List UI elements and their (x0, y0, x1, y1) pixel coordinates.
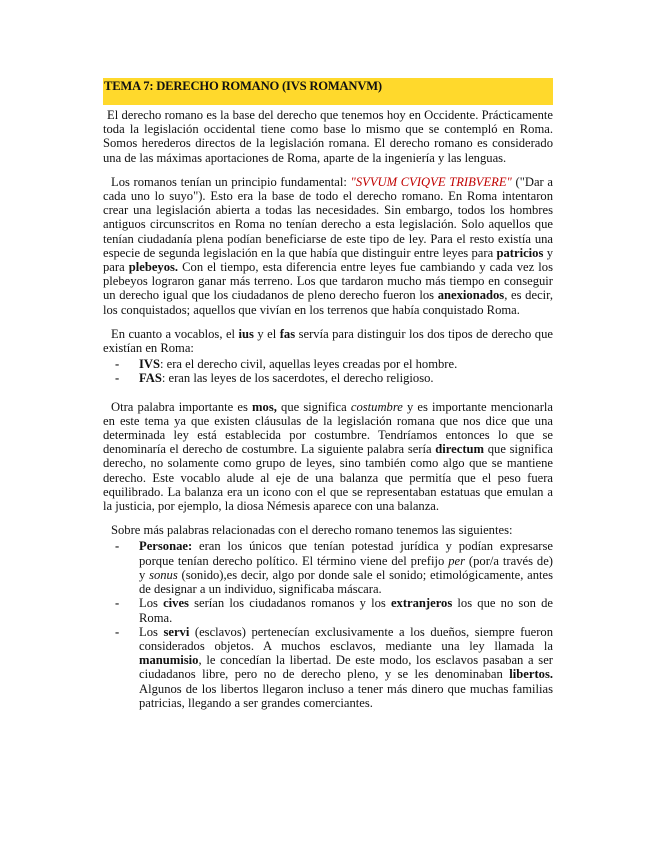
list-item: - FAS: eran las leyes de los sacerdotes, el derecho religioso. (103, 371, 553, 385)
term-plebeyos: plebeyos. (128, 260, 179, 275)
list-item-cives: - Los cives serían los ciudadanos romanos y los extranjeros los que no son de Roma. (103, 596, 553, 624)
latin-quote: "SVVUM CVIQVE TRIBVERE" (350, 174, 512, 189)
paragraph-vocabulary: En cuanto a vocablos, el ius y el fas servía para distinguir los dos tipos de derecho que existían en Roma: (103, 326, 553, 356)
list-item-personae: - Personae: eran los únicos que tenían potestad jurídica y podían expresarse porque tenían derecho político. El término viene del prefijo per (por/a través de) y sonus (sonido),es decir, algo por donde sale el sonido; etimológicamente, antes de designar a un individuo, significaba máscara. (103, 539, 553, 596)
list-related-terms (103, 539, 553, 709)
title-bar (103, 78, 553, 105)
term-patricios: patricios (496, 245, 544, 260)
term-mos: mos, (252, 399, 277, 414)
page-title: TEMA 7: DERECHO ROMANO (IVS ROMANVM) (104, 79, 382, 93)
term-costumbre: costumbre (350, 399, 403, 414)
term-anexionados: anexionados (437, 288, 505, 303)
paragraph-related: Sobre más palabras relacionadas con el derecho romano tenemos las siguientes: (111, 523, 513, 538)
paragraph-principle: Los romanos tenían un principio fundamental: "SVVUM CVIQVE TRIBVERE" ("Dar a cada uno lo suyo"). Esto era la base de todo el derecho romano. En Roma intentaron crear una legislación abierta a todas las necesidades. Sin embargo, todos los hombres antiguos circunscritos en Roma no tenían derecho a esta legislación. Solo aquellos que tenían ciudadanía plena podían beneficiarse de este tipo de ley. Para el resto existía una especie de segunda legislación en la que había que distinguir entre leyes para patricios y para plebeyos. Con el tiempo, esta diferencia entre leyes fue cambiando y cada vez los plebeyos lograron ganar más terreno. Los que tardaron mucho más tiempo en conseguir un derecho igual que los ciudadanos de pleno derecho fueron los anexionados, es decir, los conquistados; aquellos que vivían en los terrenos que había conquistado Roma. (103, 174, 554, 317)
term-directum: directum (435, 442, 485, 457)
term-fas: fas (279, 326, 296, 341)
document-page (103, 78, 553, 720)
term-ius: ius (238, 326, 254, 341)
paragraph-mos: Otra palabra importante es mos, que significa costumbre y es importante mencionarla en este tema ya que existen cláusulas de la legislación romana que nos dice que una determinada ley está establecida por costumbre. Tendríamos entonces lo que se denominaría el derecho de costumbre. La siguiente palabra sería directum que significa derecho, no solamente como grupo de leyes, sino también como algo que se mantiene derecho. Este vocablo alude al eje de una balanza que permitía que el peso fuera equilibrado. La balanza era un icono con el que se representaban estatuas que emulan a la justicia, por ejemplo, la diosa Némesis aparece con una balanza. (103, 399, 553, 514)
paragraph-intro: El derecho romano es la base del derecho que tenemos hoy en Occidente. Prácticamente toda la legislación occidental tiene como base lo mismo que se contempló en Roma. Somos herederos directos de la legislación romana. El derecho romano es considerado una de las máximas aportaciones de Roma, aparte de la ingeniería y las lenguas. (103, 108, 553, 165)
list-item: - IVS: era el derecho civil, aquellas leyes creadas por el hombre. (103, 357, 553, 371)
list-item-servi: - Los servi (esclavos) pertenecían exclusivamente a los dueños, siempre fueron considerados objetos. A muchos esclavos, mediante una ley llamada la manumisio, le concedían la libertad. De este modo, los esclavos pasaban a ser ciudadanos libre, pero no de derecho pleno, y se les denominaban libertos. Algunos de los libertos llegaron incluso a tener más dinero que muchas familias patricias, llegando a ser grandes comerciantes. (103, 625, 553, 710)
list-ius-fas (103, 357, 553, 385)
